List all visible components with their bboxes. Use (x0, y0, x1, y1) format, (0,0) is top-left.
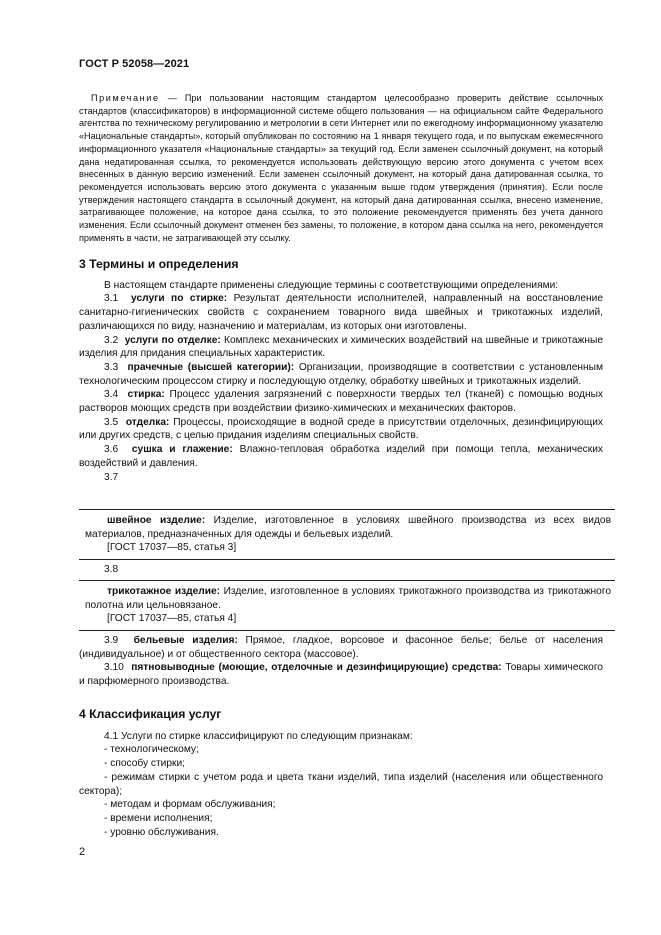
term-3-5: 3.5 отделка: Процессы, происходящие в водной среде в присутствии отделочных, дезинфицирующих или других средств, с целью придания изделиям специальных свойств. (79, 416, 603, 442)
note-label: Примечание (91, 93, 160, 103)
note-text: — При пользовании настоящим стандартом целесообразно проверить действие ссылочных стандартов (классификаторов) в информационной системе общего пользования — на официальном сайте Федерального агентства по техническому регулированию и метрологии в сети Интернет или по ежегодному информационному указателю «Национальные стандарты», который опубликован по состоянию на 1 января текущего года, и по выпускам ежемесячного информационного указателя «Национальные стандарты» за текущий год. Если заменен ссылочный документ, на который дана недатированная ссылка, то рекомендуется использовать действующую версию этого документа с учетом всех внесенных в данную версию изменений. Если заменен ссылочный документ, на который дана датированная ссылка, то рекомендуется использовать версию этого документа с указанным выше годом утверждения (принятия). Если после утверждения настоящего стандарта в ссылочный документ, на который дана датированная ссылка, внесено изменение, затрагивающее положение, на которое дана ссылка, то это положение рекомендуется применять без учета данного изменения. Если ссылочный документ отменен без замены, то положение, в котором дана ссылка на него, рекомендуется применять в части, не затрагивающей эту ссылку. (79, 93, 603, 243)
section-4-title: 4 Классификация услуг (79, 707, 222, 721)
list-item: - методам и формам обслуживания; (104, 799, 276, 811)
terms-3-9-3-10 (79, 634, 603, 689)
section-3-title: 3 Термины и определения (79, 257, 239, 271)
term-3-8-source: [ГОСТ 17037—85, статья 4] (107, 613, 237, 625)
term-3-6: 3.6 сушка и глажение: Влажно-тепловая обработка изделий при помощи тепла, механических воздействий и давления. (79, 444, 603, 469)
section-3-intro: В настоящем стандарте применены следующие термины с соответствующими определениями: (104, 279, 559, 291)
document-header: ГОСТ Р 52058—2021 (79, 58, 190, 70)
term-3-4: 3.4 стирка: Процесс удаления загрязнений с поверхности твердых тел (тканей) с помощью водных растворов моющих средств при воздействии физико-химических и механических факторов. (79, 389, 603, 415)
term-3-8-number: 3.8 (104, 564, 119, 575)
term-3-7-number: 3.7 (104, 471, 119, 483)
term-3-8-number-wrap (79, 563, 603, 577)
term-3-1: 3.1 услуги по стирке: Результат деятельности исполнителей, направленный на восстановление санитарно-гигиенических свойств с сохранением товарного вида швейных и трикотажных изделий, различающихся по виду, назначению и материалам, из которых они изготовлены. (79, 293, 603, 332)
page-number: 2 (79, 846, 86, 858)
list-item: - уровню обслуживания. (104, 826, 219, 838)
section-3 (79, 258, 603, 484)
reference-note (79, 92, 603, 244)
term-3-10: 3.10 пятновыводные (моющие, отделочные и дезинфицирующие) средства: Товары химического и парфюмерного производства. (79, 662, 603, 688)
section-4 (79, 708, 603, 839)
term-3-7-text: швейное изделие: Изделие, изготовленное в условиях швейного производства из всех видов материалов, предназначенных для одежды и бельевых изделий. (85, 515, 611, 540)
term-3-2: 3.2 услуги по отделке: Комплекс механических и химических воздействий на швейные и трикотажные изделия для придания специальных характеристик. (79, 334, 603, 360)
section-4-intro: 4.1 Услуги по стирке классифицируют по следующим признакам: (104, 730, 413, 742)
list-item: - режимам стирки с учетом рода и цвета ткани изделий, типа изделий (населения или общественного сектора); (79, 771, 603, 797)
term-3-7-source: [ГОСТ 17037—85, статья 3] (107, 542, 237, 554)
term-3-7-box (79, 509, 615, 560)
term-3-9: 3.9 бельевые изделия: Прямое, гладкое, ворсовое и фасонное белье; белье от населения (индивидуальное) и от общественного сектора (массовое). (79, 635, 603, 660)
list-item: - времени исполнения; (104, 812, 213, 824)
term-3-3: 3.3 прачечные (высшей категории): Организации, производящие в соответствии с установленным технологическим процессом стирку и последующую отделку, обработку швейных и трикотажных изделий. (79, 361, 603, 387)
term-3-8-box (79, 580, 615, 631)
term-3-8-text: трикотажное изделие: Изделие, изготовленное в условиях трикотажного производства из трикотажного полотна или цельновязаное. (85, 586, 611, 611)
list-item: - способу стирки; (104, 758, 186, 770)
list-item: - технологическому; (104, 744, 199, 756)
